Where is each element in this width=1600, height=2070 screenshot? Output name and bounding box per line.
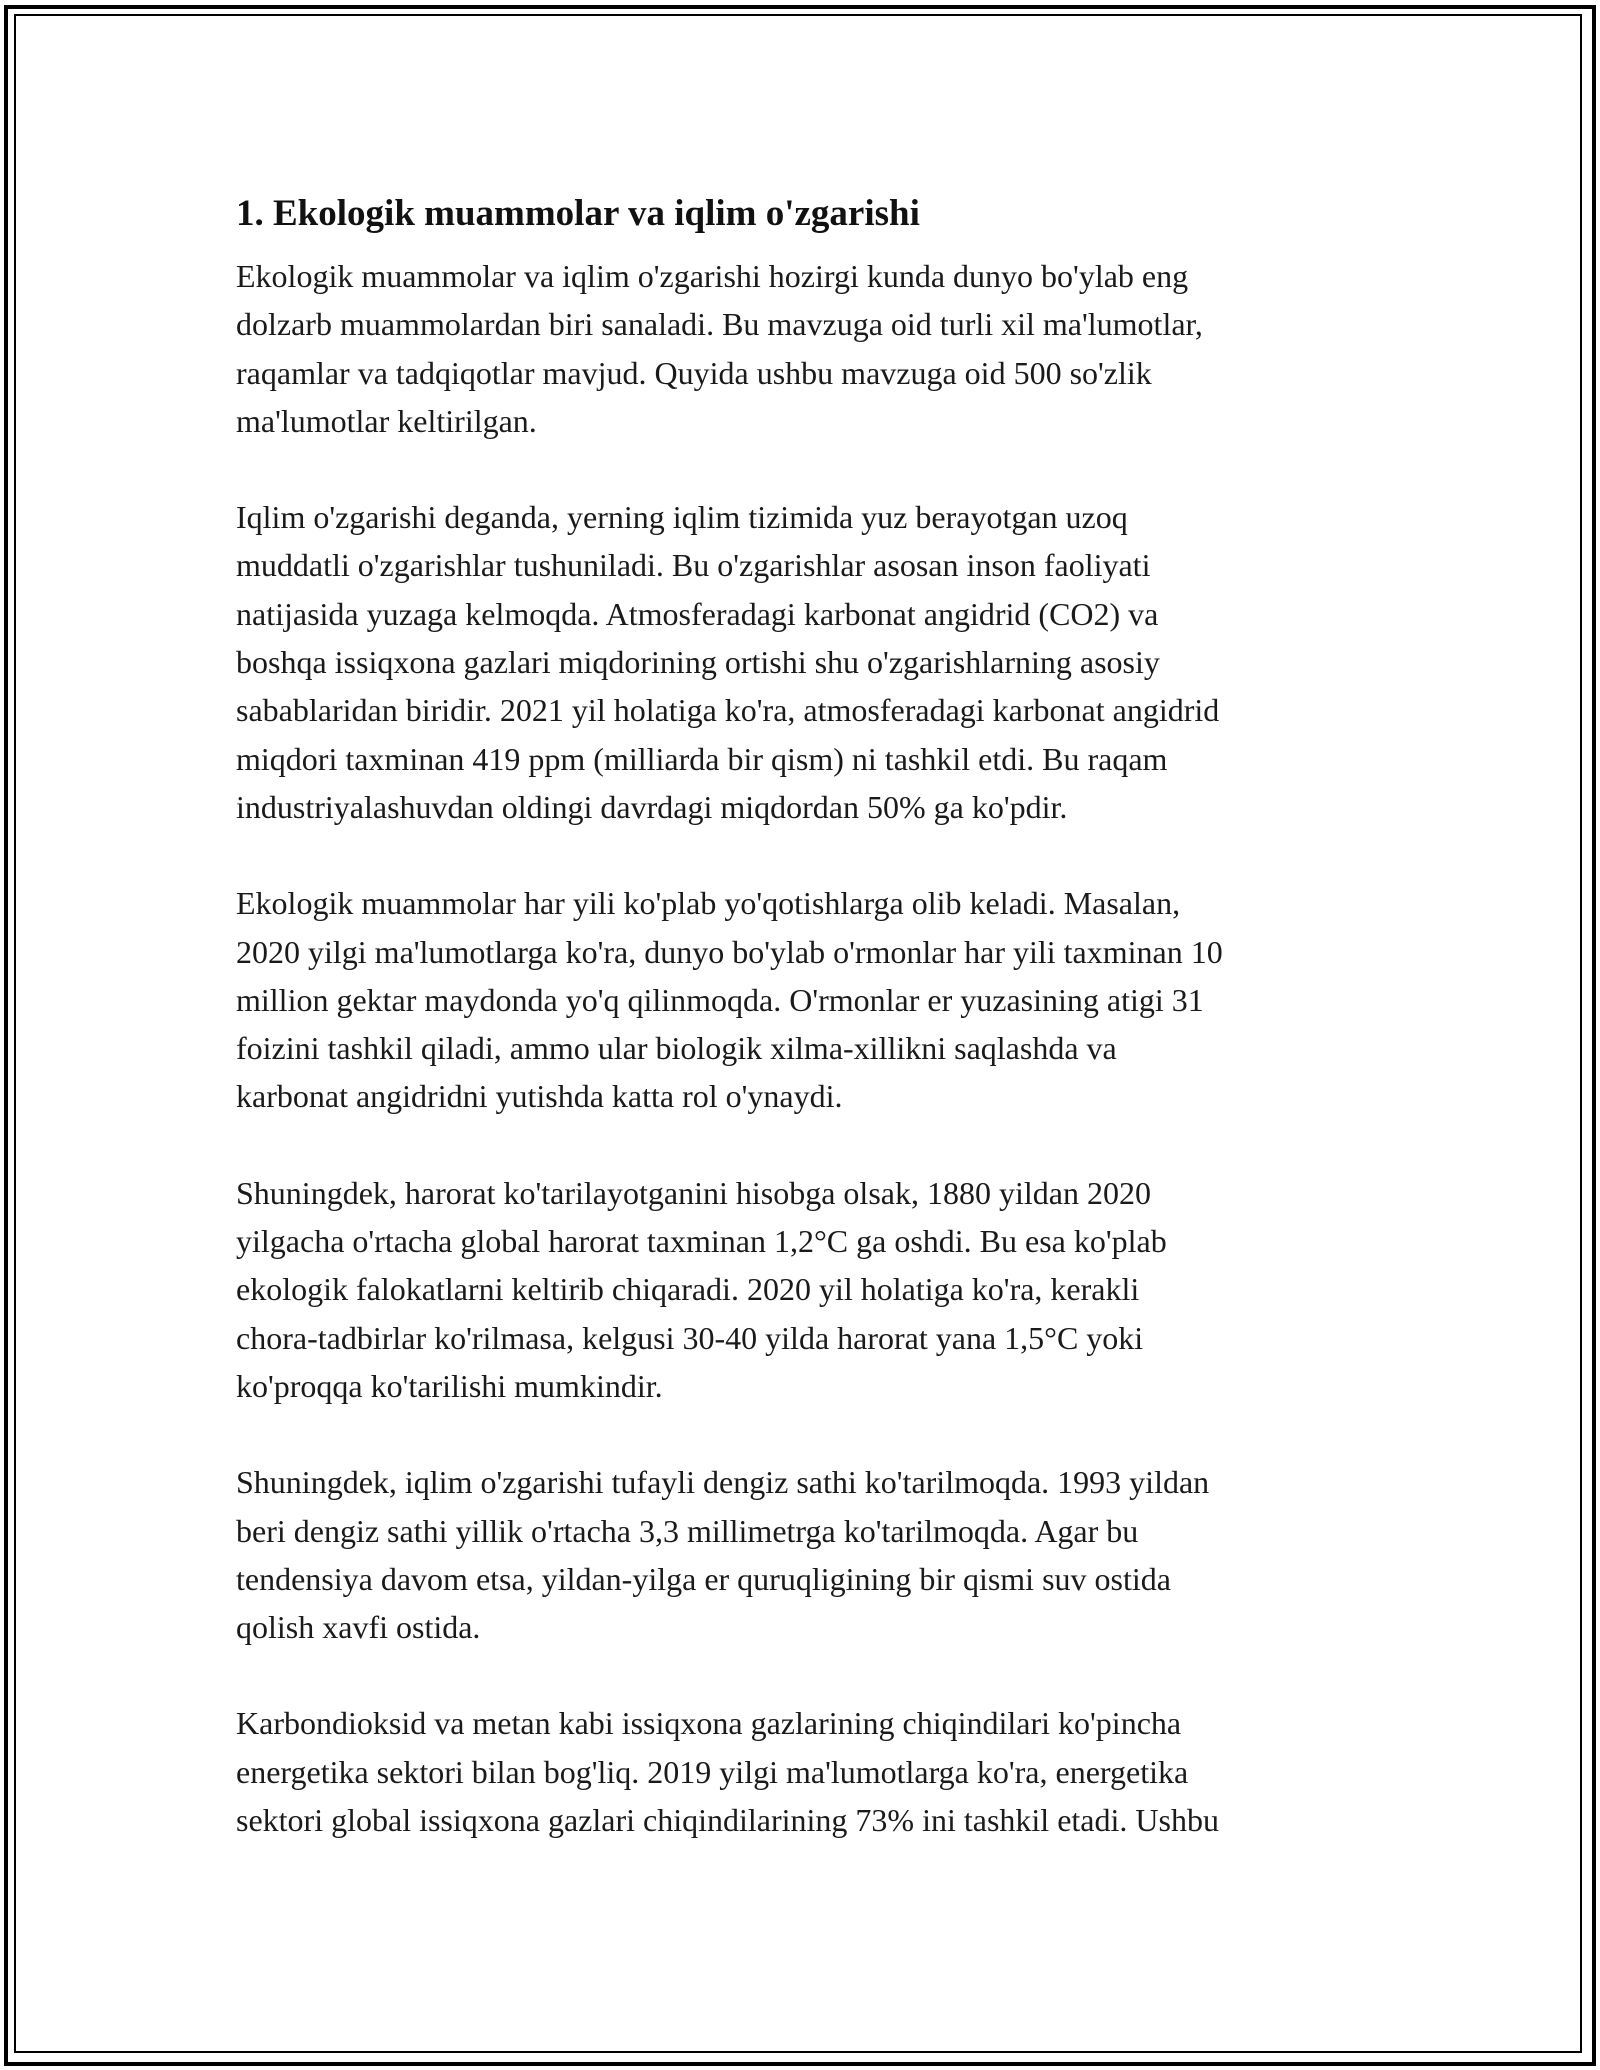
text-line: sabablaridan biridir. 2021 yil holatiga ko'ra, atmosferadagi karbonat angidrid (236, 692, 1220, 729)
paragraph-intro (236, 252, 1381, 445)
text-line: yilgacha o'rtacha global harorat taxminan 1,2°C ga oshdi. Bu esa ko'plab (236, 1223, 1167, 1260)
text-line: Shuningdek, iqlim o'zgarishi tufayli dengiz sathi ko'tarilmoqda. 1993 yildan (236, 1464, 1210, 1501)
text-line: muddatli o'zgarishlar tushuniladi. Bu o'zgarishlar asosan inson faoliyati (236, 547, 1151, 584)
paragraph-climate-definition (236, 493, 1381, 831)
text-line: Iqlim o'zgarishi deganda, yerning iqlim tizimida yuz berayotgan uzoq (236, 499, 1128, 536)
text-line: Shuningdek, harorat ko'tarilayotganini hisobga olsak, 1880 yildan 2020 (236, 1174, 1151, 1211)
text-line: Karbondioksid va metan kabi issiqxona gazlarining chiqindilari ko'pincha (236, 1705, 1182, 1742)
text-line: natijasida yuzaga kelmoqda. Atmosferadagi karbonat angidrid (CO2) va (236, 595, 1159, 632)
paragraph-forests (236, 879, 1381, 1120)
text-line: industriyalashuvdan oldingi davrdagi miqdordan 50% ga ko'pdir. (236, 788, 1068, 825)
text-line: foizini tashkil qiladi, ammo ular biologik xilma-xillikni saqlashda va (236, 1030, 1117, 1067)
text-line: boshqa issiqxona gazlari miqdorining ortishi shu o'zgarishlarning asosiy (236, 644, 1160, 681)
paragraph-temperature (236, 1169, 1381, 1410)
text-line: qolish xavfi ostida. (236, 1609, 481, 1646)
text-line: karbonat angidridni yutishda katta rol o'ynaydi. (236, 1078, 843, 1115)
text-line: 2020 yilgi ma'lumotlarga ko'ra, dunyo bo'ylab o'rmonlar har yili taxminan 10 (236, 933, 1223, 970)
paragraph-sea-level (236, 1458, 1381, 1651)
text-line: chora-tadbirlar ko'rilmasa, kelgusi 30-40 yilda harorat yana 1,5°C yoki (236, 1319, 1144, 1356)
text-line: energetika sektori bilan bog'liq. 2019 yilgi ma'lumotlarga ko'ra, energetika (236, 1753, 1189, 1790)
section-heading: 1. Ekologik muammolar va iqlim o'zgarishi (236, 193, 920, 234)
paragraph-emissions (236, 1699, 1381, 1844)
text-line: ko'proqqa ko'tarilishi mumkindir. (236, 1367, 663, 1404)
text-line: raqamlar va tadqiqotlar mavjud. Quyida ushbu mavzuga oid 500 so'zlik (236, 354, 1152, 391)
text-line: tendensiya davom etsa, yildan-yilga er quruqligining bir qismi suv ostida (236, 1560, 1171, 1597)
text-line: Ekologik muammolar har yili ko'plab yo'qotishlarga olib keladi. Masalan, (236, 885, 1181, 922)
text-line: beri dengiz sathi yillik o'rtacha 3,3 millimetrga ko'tarilmoqda. Agar bu (236, 1512, 1139, 1549)
text-line: ma'lumotlar keltirilgan. (236, 402, 537, 439)
text-line: million gektar maydonda yo'q qilinmoqda. O'rmonlar er yuzasining atigi 31 (236, 981, 1204, 1018)
text-line: Ekologik muammolar va iqlim o'zgarishi hozirgi kunda dunyo bo'ylab eng (236, 258, 1189, 294)
document-body (236, 180, 1381, 1892)
text-line: ekologik falokatlarni keltirib chiqaradi. 2020 yil holatiga ko'ra, kerakli (236, 1271, 1140, 1308)
text-line: dolzarb muammolardan biri sanaladi. Bu mavzuga oid turli xil ma'lumotlar, (236, 306, 1203, 343)
text-line: sektori global issiqxona gazlari chiqindilarining 73% ini tashkil etadi. Ushbu (236, 1802, 1219, 1839)
text-line: miqdori taxminan 419 ppm (milliarda bir qism) ni tashkil etdi. Bu raqam (236, 740, 1168, 777)
